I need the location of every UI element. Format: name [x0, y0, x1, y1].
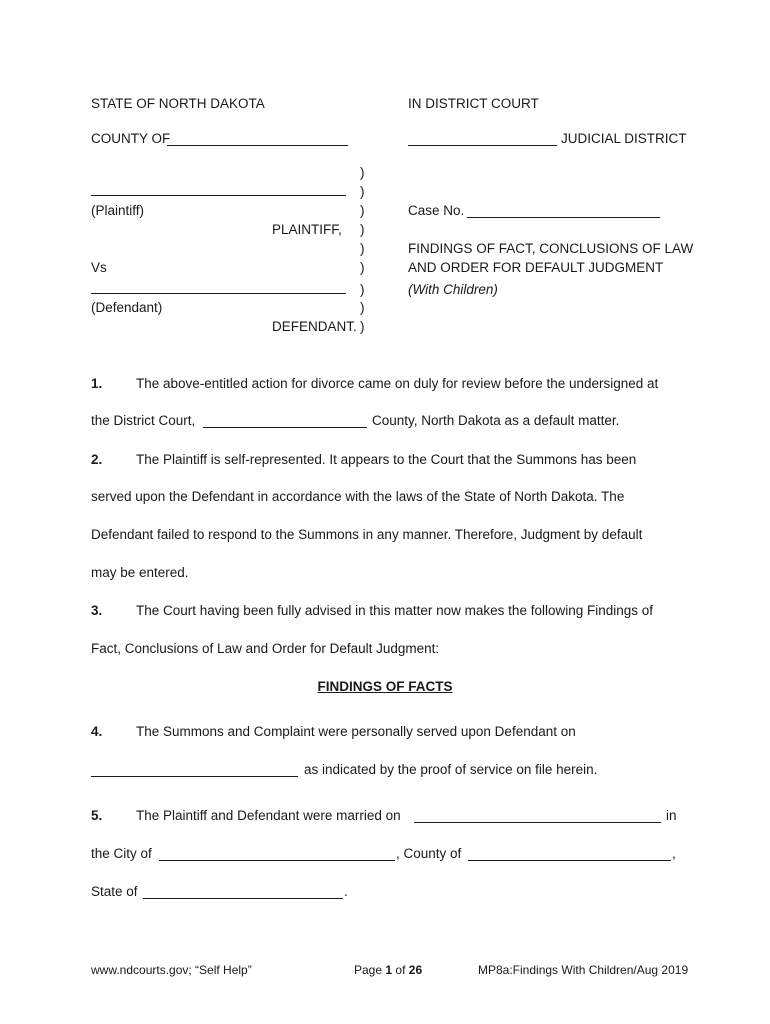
- footer-page-number: [354, 962, 422, 978]
- caption-paren: ): [360, 260, 365, 275]
- document-title-line3: (With Children): [408, 282, 498, 297]
- paragraph-text: County, North Dakota as a default matter.: [372, 413, 620, 428]
- plaintiff-role: PLAINTIFF,: [272, 222, 342, 237]
- court-heading: IN DISTRICT COURT: [408, 96, 539, 111]
- paragraph-text: the City of: [91, 846, 152, 861]
- footer-form-id: MP8a:Findings With Children/Aug 2019: [478, 963, 689, 977]
- paragraph-text: Fact, Conclusions of Law and Order for Default Judgment:: [91, 641, 440, 656]
- defendant-label: (Defendant): [91, 300, 163, 315]
- paragraph-text: ,: [672, 846, 676, 861]
- caption-paren: ): [360, 165, 365, 180]
- county-label: COUNTY OF: [91, 131, 171, 146]
- marriage-county-blank[interactable]: [468, 860, 671, 861]
- marriage-date-blank[interactable]: [414, 822, 661, 823]
- paragraph-text: in: [666, 808, 677, 823]
- paragraph-text: may be entered.: [91, 565, 189, 580]
- caption-paren: ): [360, 319, 365, 334]
- paragraph-text: State of: [91, 884, 138, 899]
- defendant-role: DEFENDANT.: [272, 319, 357, 334]
- case-no-blank[interactable]: [467, 217, 660, 218]
- state-heading: STATE OF NORTH DAKOTA: [91, 96, 265, 111]
- plaintiff-label: (Plaintiff): [91, 203, 145, 218]
- caption-paren: ): [360, 222, 365, 237]
- footer-page-current: 1: [385, 963, 393, 977]
- document-title-line2: AND ORDER FOR DEFAULT JUDGMENT: [408, 260, 664, 275]
- judicial-district-label: JUDICIAL DISTRICT: [561, 131, 687, 146]
- paragraph-text: Defendant failed to respond to the Summons in any manner. Therefore, Judgment by default: [91, 527, 643, 542]
- marriage-city-blank[interactable]: [159, 860, 395, 861]
- caption-paren: ): [360, 282, 365, 297]
- caption-paren: ): [360, 184, 365, 199]
- footer-page-total: 26: [408, 963, 423, 977]
- judicial-district-blank[interactable]: [408, 145, 557, 146]
- paragraph-text: as indicated by the proof of service on file herein.: [304, 762, 598, 777]
- section-heading: FINDINGS OF FACTS: [317, 679, 453, 694]
- footer-page-of: of: [395, 963, 406, 977]
- district-court-county-blank[interactable]: [203, 427, 367, 428]
- defendant-name-blank[interactable]: [91, 293, 346, 294]
- caption-paren: ): [360, 203, 365, 218]
- service-date-blank[interactable]: [91, 776, 298, 777]
- paragraph-text: The Court having been fully advised in this matter now makes the following Findings of: [136, 603, 654, 618]
- paragraph-number: 2.: [91, 452, 103, 467]
- county-blank[interactable]: [167, 145, 348, 146]
- paragraph-text: served upon the Defendant in accordance with the laws of the State of North Dakota. The: [91, 489, 625, 504]
- marriage-state-blank[interactable]: [143, 898, 343, 899]
- paragraph-text: the District Court,: [91, 413, 196, 428]
- paragraph-text: The Summons and Complaint were personally served upon Defendant on: [136, 724, 576, 739]
- paragraph-number: 4.: [91, 724, 103, 739]
- document-title-line1: FINDINGS OF FACT, CONCLUSIONS OF LAW: [408, 241, 694, 256]
- paragraph-text: , County of: [396, 846, 462, 861]
- paragraph-text: The Plaintiff is self-represented. It appears to the Court that the Summons has been: [136, 452, 637, 467]
- case-no-label: Case No.: [408, 203, 465, 218]
- paragraph-text: The above-entitled action for divorce came on duly for review before the undersigned at: [136, 376, 659, 391]
- footer-page-word: Page: [354, 963, 383, 977]
- plaintiff-name-blank[interactable]: [91, 195, 346, 196]
- paragraph-number: 5.: [91, 808, 103, 823]
- paragraph-text: The Plaintiff and Defendant were married on: [136, 808, 401, 823]
- footer-website: www.ndcourts.gov; “Self Help”: [91, 963, 252, 977]
- caption-paren: ): [360, 300, 365, 315]
- paragraph-text: .: [344, 884, 348, 899]
- paragraph-number: 3.: [91, 603, 103, 618]
- versus-label: Vs: [91, 260, 107, 275]
- paragraph-number: 1.: [91, 376, 103, 391]
- caption-paren: ): [360, 241, 365, 256]
